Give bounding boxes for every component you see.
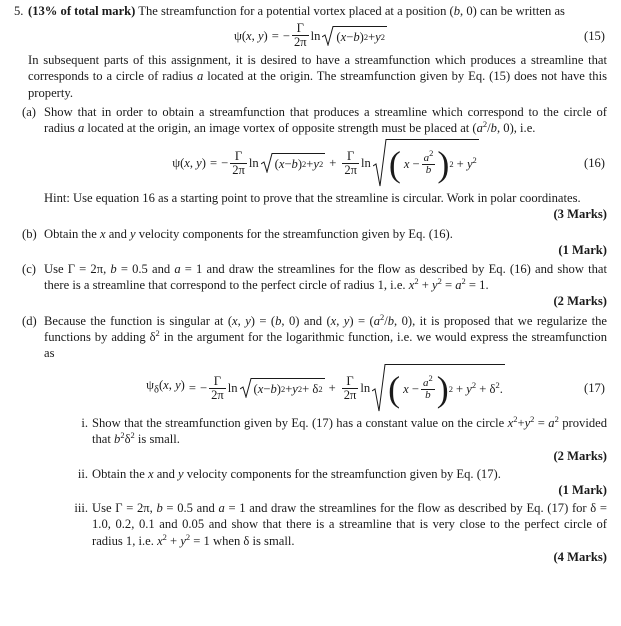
item-d-text bbox=[44, 311, 607, 361]
math-variable: b bbox=[353, 29, 360, 44]
text-run: , bbox=[237, 313, 246, 328]
text-run: located at the origin, an image vortex of opposite strength must be placed at ( bbox=[84, 121, 477, 136]
text-run: . bbox=[499, 382, 503, 397]
fraction-denominator bbox=[423, 390, 433, 401]
text-run: + bbox=[285, 382, 293, 397]
math-variable: a bbox=[197, 69, 204, 84]
text-run: + bbox=[166, 533, 181, 548]
text-run: and bbox=[153, 466, 179, 481]
math-variable: x bbox=[257, 382, 264, 397]
fraction-denominator: 2π bbox=[293, 35, 307, 50]
item-d-ii bbox=[44, 466, 607, 498]
superscript: 2 bbox=[414, 276, 419, 287]
superscript: 2 bbox=[429, 147, 434, 158]
gamma-over-2pi-fraction bbox=[342, 150, 359, 177]
text-run: , 0), i.e. bbox=[496, 121, 536, 136]
item-d-i-text bbox=[92, 416, 607, 446]
text-run: provided that bbox=[92, 416, 608, 447]
eq15-minus: − bbox=[282, 28, 290, 43]
item-d-i-marks: (2 Marks) bbox=[553, 448, 607, 463]
text-run: = 0.5 and bbox=[162, 501, 219, 516]
equation-16-row bbox=[44, 139, 607, 187]
text-run: Obtain the bbox=[44, 226, 100, 241]
item-b bbox=[14, 226, 607, 258]
eq17-plus: + bbox=[328, 381, 336, 396]
gamma-over-2pi-fraction bbox=[292, 22, 309, 49]
superscript: 2 bbox=[554, 414, 559, 425]
item-d-i bbox=[44, 415, 607, 464]
text-run: + bbox=[456, 382, 467, 397]
text-run: , bbox=[251, 28, 258, 43]
text-run: / bbox=[487, 121, 491, 136]
a-squared-over-b-fraction bbox=[422, 147, 436, 176]
math-variable: b bbox=[490, 121, 497, 136]
math-variable: x bbox=[184, 156, 190, 171]
eq16-inner-x bbox=[404, 156, 420, 172]
eq16-plus: + bbox=[329, 156, 337, 171]
text-run: Obtain the bbox=[92, 466, 148, 481]
text-run: ψ( bbox=[172, 156, 185, 171]
equation-17-number: (17) bbox=[584, 381, 605, 396]
item-a-text bbox=[44, 105, 607, 135]
right-paren: ) bbox=[436, 369, 449, 410]
eq17-inner-x bbox=[403, 381, 419, 397]
eq16-tail bbox=[457, 156, 477, 172]
item-a-label: (a) bbox=[22, 104, 36, 119]
math-variable: y bbox=[431, 278, 438, 293]
eq17-radicand-1: ( x − b ) 2 + y 2 + δ 2 bbox=[252, 378, 325, 398]
text-run: ) bbox=[263, 28, 268, 43]
text-run: Because the function is singular at ( bbox=[44, 313, 233, 328]
math-variable: y bbox=[524, 416, 531, 431]
math-variable: x bbox=[408, 278, 415, 293]
text-run: ) = ( bbox=[349, 313, 374, 328]
math-variable: a bbox=[174, 262, 181, 277]
text-run: + δ bbox=[476, 382, 496, 397]
item-b-marks: (1 Mark) bbox=[558, 242, 607, 257]
equation-17-row bbox=[44, 364, 607, 412]
square-root bbox=[261, 153, 326, 173]
fraction-numerator: Γ bbox=[347, 148, 355, 163]
math-variable: b bbox=[156, 501, 163, 516]
math-variable: y bbox=[180, 533, 186, 548]
text-run: , bbox=[336, 313, 344, 328]
gamma-over-2pi-fraction bbox=[209, 375, 226, 402]
text-run: , 0) can be written as bbox=[460, 4, 565, 18]
math-variable: x bbox=[232, 313, 238, 328]
text-run: = 1. bbox=[465, 278, 489, 293]
superscript: 2 bbox=[130, 430, 135, 441]
text-run: is small. bbox=[134, 432, 180, 447]
fraction-denominator: 2π bbox=[232, 162, 245, 177]
math-variable: b bbox=[453, 4, 461, 18]
item-c bbox=[14, 261, 607, 310]
text-run: − bbox=[408, 382, 419, 397]
item-c-marks: (2 Marks) bbox=[553, 294, 607, 309]
text-run: Show that in order to obtain a streamfunction that produces a streamline which correspond to the circle of radius bbox=[44, 104, 607, 136]
superscript: 2 bbox=[437, 276, 442, 287]
text-run: − bbox=[263, 382, 271, 397]
item-d-iii-label: iii. bbox=[74, 501, 88, 516]
item-a-marks: (3 Marks) bbox=[553, 207, 607, 222]
math-variable: x bbox=[157, 533, 163, 548]
item-a bbox=[14, 104, 607, 223]
eq17-lhs bbox=[146, 377, 185, 399]
square-root bbox=[322, 26, 387, 46]
text-run: ) bbox=[297, 157, 303, 172]
left-paren: ( bbox=[388, 369, 401, 410]
fraction-denominator: 2π bbox=[211, 387, 224, 402]
text-run: Hint: Use equation 16 as a starting point to prove that the streamline is circular. Work in polar coordinates. bbox=[44, 191, 581, 206]
superscript: 2 bbox=[162, 531, 167, 542]
text-run: In subsequent parts of this assignment, it is desired to have a streamfunction which produces a streamline that corresponds to a circle of radius bbox=[28, 53, 607, 84]
text-run: ψ bbox=[146, 378, 155, 393]
ln-operator: ln bbox=[360, 381, 371, 396]
math-variable: x bbox=[246, 28, 252, 43]
math-variable: b bbox=[425, 163, 432, 176]
equation-15-row bbox=[14, 22, 607, 49]
math-variable: a bbox=[548, 416, 555, 431]
math-variable: y bbox=[375, 29, 381, 44]
superscript: 2 bbox=[482, 119, 488, 130]
equation-16 bbox=[172, 139, 479, 187]
eq15-radicand: ( x − b ) 2 + y 2 bbox=[334, 26, 387, 46]
text-run: Use Γ = 2π, bbox=[92, 501, 157, 516]
math-variable: a bbox=[218, 501, 225, 516]
ln-operator: ln bbox=[310, 28, 321, 43]
ln-operator: ln bbox=[248, 156, 259, 171]
text-run: ) bbox=[276, 382, 281, 397]
superscript: 2 bbox=[472, 155, 477, 166]
math-variable: y bbox=[130, 226, 136, 241]
text-run: Use Γ = 2π, bbox=[44, 262, 111, 277]
text-run: located at the origin. The streamfunction given by Eq. (15) does not have this property. bbox=[28, 69, 607, 100]
radical-sign-icon bbox=[322, 26, 334, 46]
question-number: 5. bbox=[14, 4, 24, 18]
fraction-numerator bbox=[421, 372, 435, 389]
math-variable: y bbox=[196, 156, 202, 171]
text-run: − bbox=[284, 157, 292, 172]
text-run: = bbox=[441, 278, 456, 293]
text-run: Show that the streamfunction given by Eq. (17) has a constant value on the circle bbox=[92, 416, 508, 431]
fraction-numerator bbox=[422, 147, 436, 164]
question-intro-text bbox=[28, 4, 565, 18]
fraction-numerator: Γ bbox=[296, 21, 304, 36]
text-run: + bbox=[368, 29, 376, 44]
math-variable: b bbox=[291, 157, 298, 172]
text-run: δ bbox=[124, 432, 131, 447]
item-d-ii-text bbox=[92, 467, 501, 481]
text-run: + δ bbox=[302, 382, 319, 397]
bold-text: (13% of total mark) bbox=[28, 4, 136, 18]
superscript: 2 bbox=[530, 414, 535, 425]
gamma-over-2pi-fraction bbox=[230, 150, 247, 177]
radical-sign-icon bbox=[372, 364, 386, 412]
text-run: = 1 and draw the streamlines for the flow as described by Eq. (17) for δ = 1.0, 0.2, 0.1 and 0.05 and show that there is a streamline that is very close to the perfect circle of radius 1, i.e. bbox=[92, 501, 608, 548]
fraction-numerator: Γ bbox=[213, 373, 222, 388]
math-variable: y bbox=[343, 313, 350, 328]
intro-paragraph bbox=[14, 52, 607, 101]
equation-15 bbox=[234, 22, 387, 49]
superscript: 2 bbox=[185, 531, 191, 542]
math-variable: a bbox=[455, 278, 462, 293]
item-d-i-label: i. bbox=[81, 416, 88, 431]
superscript: 2 bbox=[461, 276, 466, 287]
math-variable: y bbox=[257, 28, 264, 43]
superscript: 2 bbox=[155, 327, 160, 338]
eq16-radicand-1: ( x − b ) 2 + y 2 bbox=[273, 153, 326, 173]
text-run: in the argument for the logarithmic function, i.e. we would express the streamfunction as bbox=[44, 329, 607, 361]
math-variable: x bbox=[403, 157, 410, 172]
superscript: 2 bbox=[428, 372, 433, 383]
item-d-iii bbox=[44, 500, 607, 565]
math-variable: a bbox=[423, 376, 429, 389]
text-run: ( bbox=[336, 29, 341, 44]
text-run: ( bbox=[274, 157, 279, 172]
math-variable: y bbox=[178, 466, 184, 481]
math-variable: b bbox=[425, 388, 431, 401]
text-run: + bbox=[517, 416, 525, 431]
superscript: 2 bbox=[471, 380, 477, 391]
item-d bbox=[14, 313, 607, 565]
math-variable: a bbox=[373, 313, 380, 328]
eq16-equals: = bbox=[209, 156, 218, 171]
eq17-tail bbox=[456, 381, 503, 397]
ln-operator: ln bbox=[227, 381, 238, 396]
fraction-denominator: 2π bbox=[343, 387, 357, 402]
square-root bbox=[240, 378, 325, 398]
text-run: + bbox=[306, 157, 314, 172]
text-run: , bbox=[168, 378, 176, 393]
radical-sign-icon bbox=[373, 139, 387, 187]
a-squared-over-b-fraction bbox=[421, 372, 435, 401]
superscript: 2 bbox=[495, 380, 500, 391]
text-run: ( bbox=[158, 378, 164, 393]
math-variable: a bbox=[77, 121, 85, 136]
text-run: − bbox=[409, 157, 420, 172]
item-a-hint bbox=[44, 190, 607, 206]
text-run: , 0), it is proposed that we regularize the functions by adding δ bbox=[44, 313, 607, 344]
math-variable: y bbox=[175, 378, 181, 393]
math-variable: b bbox=[270, 382, 277, 397]
math-variable: x bbox=[147, 466, 154, 481]
text-run: ψ( bbox=[233, 28, 247, 43]
math-variable: y bbox=[292, 382, 298, 397]
math-variable: y bbox=[245, 313, 251, 328]
fraction-numerator: Γ bbox=[346, 373, 354, 388]
text-run: + bbox=[456, 157, 467, 172]
text-run: = 1 when δ is small. bbox=[190, 533, 295, 548]
eq16-radicand-2: ( x − $\frac{a^2}{b}$ ) 2 + $y^2$ bbox=[387, 139, 479, 187]
math-variable: b bbox=[114, 432, 121, 447]
radical-sign-icon bbox=[240, 378, 252, 398]
math-variable: x bbox=[330, 313, 337, 328]
item-d-label: (d) bbox=[22, 313, 37, 328]
eq17-equals: = bbox=[188, 381, 196, 396]
item-d-ii-label: ii. bbox=[77, 466, 88, 481]
equation-15-number: (15) bbox=[584, 28, 605, 43]
superscript: 2 bbox=[513, 414, 518, 425]
text-run: , bbox=[189, 156, 197, 171]
math-variable: b bbox=[387, 313, 395, 328]
math-variable: y bbox=[466, 382, 472, 397]
fraction-denominator bbox=[424, 165, 434, 176]
item-d-ii-marks: (1 Mark) bbox=[558, 483, 607, 498]
left-paren: ( bbox=[388, 144, 401, 185]
equation-17 bbox=[146, 364, 505, 412]
text-run: / bbox=[384, 313, 388, 328]
item-b-label: (b) bbox=[22, 226, 37, 241]
superscript: 2 bbox=[120, 430, 125, 441]
item-c-text bbox=[44, 262, 607, 292]
superscript: 2 bbox=[380, 311, 385, 322]
math-variable: y bbox=[313, 157, 319, 172]
text-run: ) bbox=[359, 29, 364, 44]
text-run: velocity components for the streamfunction given by Eq. (17). bbox=[183, 466, 501, 481]
math-variable: x bbox=[507, 416, 514, 431]
item-b-text bbox=[44, 227, 453, 241]
text-run: ) bbox=[201, 156, 206, 171]
math-variable: a bbox=[476, 121, 483, 136]
radical-sign-icon bbox=[261, 153, 273, 173]
eq17-radicand-2: ( x − $\frac{a^2}{b}$ ) 2 + $y^2 + \delta^2$. bbox=[386, 364, 505, 412]
math-variable: b bbox=[110, 262, 117, 277]
eq16-lhs bbox=[172, 155, 206, 171]
fraction-denominator: 2π bbox=[344, 162, 358, 177]
text-run: The streamfunction for a potential vortex placed at a position ( bbox=[135, 4, 454, 18]
text-run: ) bbox=[180, 378, 185, 393]
subscript: δ bbox=[154, 384, 159, 396]
text-run: − bbox=[346, 29, 354, 44]
fraction-numerator: Γ bbox=[234, 148, 243, 163]
math-variable: x bbox=[340, 29, 347, 44]
eq16-minus: − bbox=[221, 156, 229, 171]
text-run: ) = ( bbox=[250, 313, 276, 328]
text-run: ( bbox=[253, 382, 258, 397]
text-run: + bbox=[418, 278, 432, 293]
eq15-lhs bbox=[234, 28, 268, 44]
text-run: = 0.5 and bbox=[116, 262, 175, 277]
text-run: and bbox=[105, 226, 131, 241]
text-run: , 0) and ( bbox=[281, 313, 331, 328]
math-variable: a bbox=[423, 151, 430, 164]
math-variable: b bbox=[275, 313, 282, 328]
text-run: = 1 and draw the streamlines for the flow as described by Eq. (16) and show that there is a streamline that correspond to the perfect circle of radius 1, i.e. bbox=[44, 262, 607, 293]
item-d-iii-text bbox=[92, 501, 607, 547]
math-variable: x bbox=[163, 378, 169, 393]
text-run: = bbox=[534, 416, 549, 431]
eq17-minus: − bbox=[199, 381, 208, 396]
math-variable: x bbox=[403, 382, 409, 397]
question-intro bbox=[14, 3, 607, 19]
right-paren: ) bbox=[437, 144, 450, 185]
ln-operator: ln bbox=[361, 156, 371, 171]
math-variable: x bbox=[278, 157, 285, 172]
math-variable: y bbox=[466, 157, 473, 172]
square-root-large bbox=[373, 139, 479, 187]
gamma-over-2pi-fraction bbox=[342, 375, 359, 402]
math-variable: x bbox=[99, 226, 106, 241]
item-d-iii-marks: (4 Marks) bbox=[553, 549, 607, 564]
square-root-large bbox=[372, 364, 505, 412]
eq15-equals: = bbox=[271, 28, 279, 43]
text-run: velocity components for the streamfunction given by Eq. (16). bbox=[135, 226, 453, 241]
item-c-label: (c) bbox=[22, 262, 36, 277]
equation-16-number: (16) bbox=[584, 156, 605, 171]
